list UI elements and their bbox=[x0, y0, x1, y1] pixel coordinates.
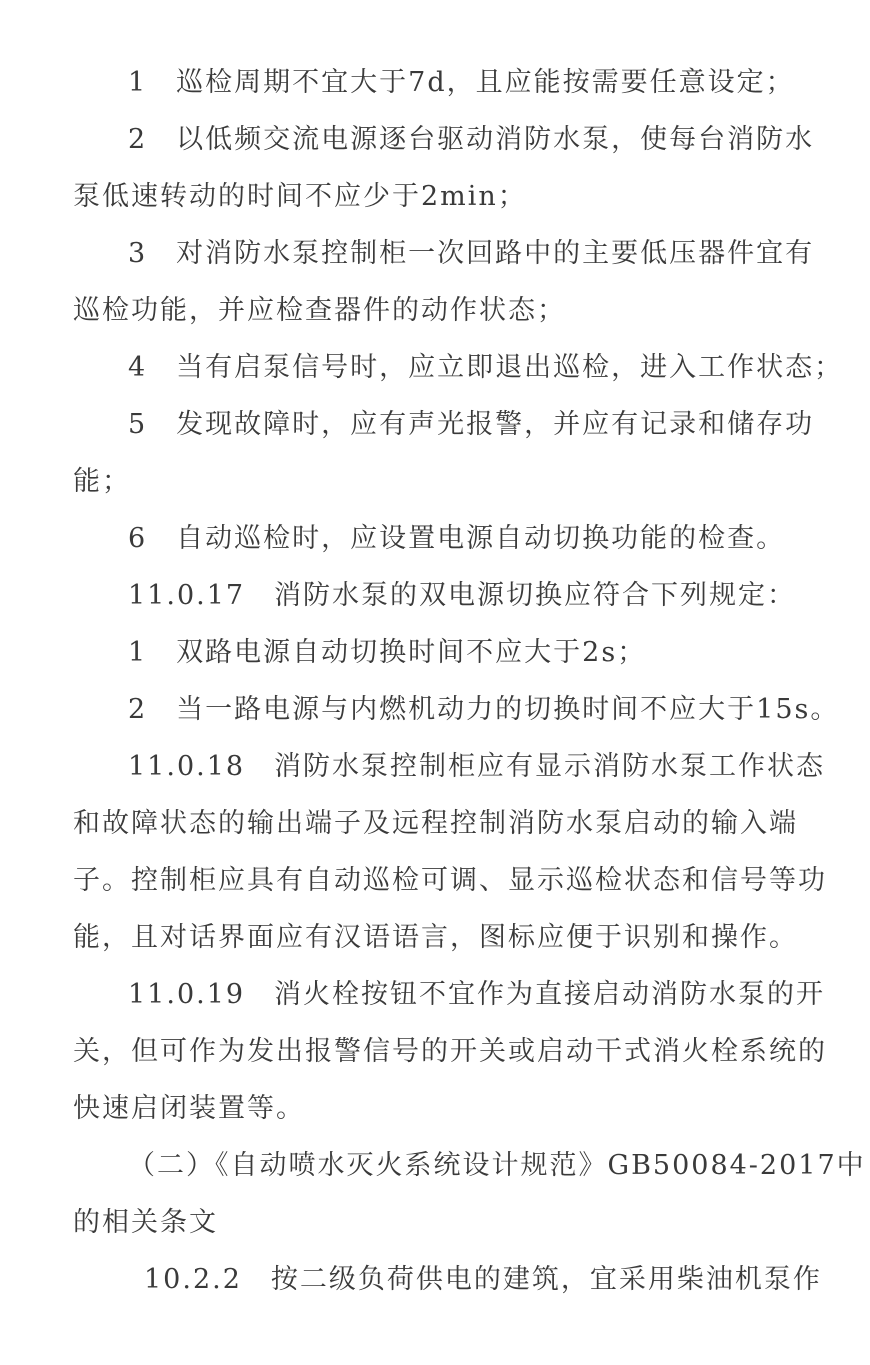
text-line-22: 10.2.2 按二级负荷供电的建筑，宜采用柴油机泵作 bbox=[144, 1264, 822, 1295]
text-line-21: 的相关条文 bbox=[73, 1207, 218, 1238]
text-line-15: 子。控制柜应具有自动巡检可调、显示巡检状态和信号等功 bbox=[73, 865, 827, 896]
text-line-12: 2 当一路电源与内燃机动力的切换时间不应大于15s。 bbox=[128, 694, 840, 725]
text-line-16: 能，且对话界面应有汉语语言，图标应便于识别和操作。 bbox=[73, 922, 798, 953]
text-line-10: 11.0.17 消防水泵的双电源切换应符合下列规定： bbox=[128, 580, 797, 611]
text-line-2: 2 以低频交流电源逐台驱动消防水泵，使每台消防水 bbox=[128, 124, 815, 155]
text-line-4: 3 对消防水泵控制柜一次回路中的主要低压器件宜有 bbox=[128, 238, 815, 269]
text-line-13: 11.0.18 消防水泵控制柜应有显示消防水泵工作状态 bbox=[128, 751, 826, 782]
text-line-1: 1 巡检周期不宜大于7d，且应能按需要任意设定； bbox=[128, 67, 795, 98]
text-line-20: （二）《自动喷水灭火系统设计规范》GB50084-2017中 bbox=[128, 1150, 866, 1181]
text-line-11: 1 双路电源自动切换时间不应大于2s； bbox=[128, 637, 647, 668]
text-line-14: 和故障状态的输出端子及远程控制消防水泵启动的输入端 bbox=[73, 808, 798, 839]
text-line-5: 巡检功能，并应检查器件的动作状态； bbox=[73, 295, 566, 326]
text-line-19: 快速启闭装置等。 bbox=[73, 1093, 305, 1124]
text-line-3: 泵低速转动的时间不应少于2min； bbox=[73, 181, 527, 212]
text-line-18: 关，但可作为发出报警信号的开关或启动干式消火栓系统的 bbox=[73, 1036, 827, 1067]
text-line-17: 11.0.19 消火栓按钮不宜作为直接启动消防水泵的开 bbox=[128, 979, 826, 1010]
text-line-9: 6 自动巡检时，应设置电源自动切换功能的检查。 bbox=[128, 523, 786, 554]
text-line-7: 5 发现故障时，应有声光报警，并应有记录和储存功 bbox=[128, 409, 815, 440]
text-line-6: 4 当有启泵信号时，应立即退出巡检，进入工作状态； bbox=[128, 352, 844, 383]
text-line-8: 能； bbox=[73, 466, 131, 497]
